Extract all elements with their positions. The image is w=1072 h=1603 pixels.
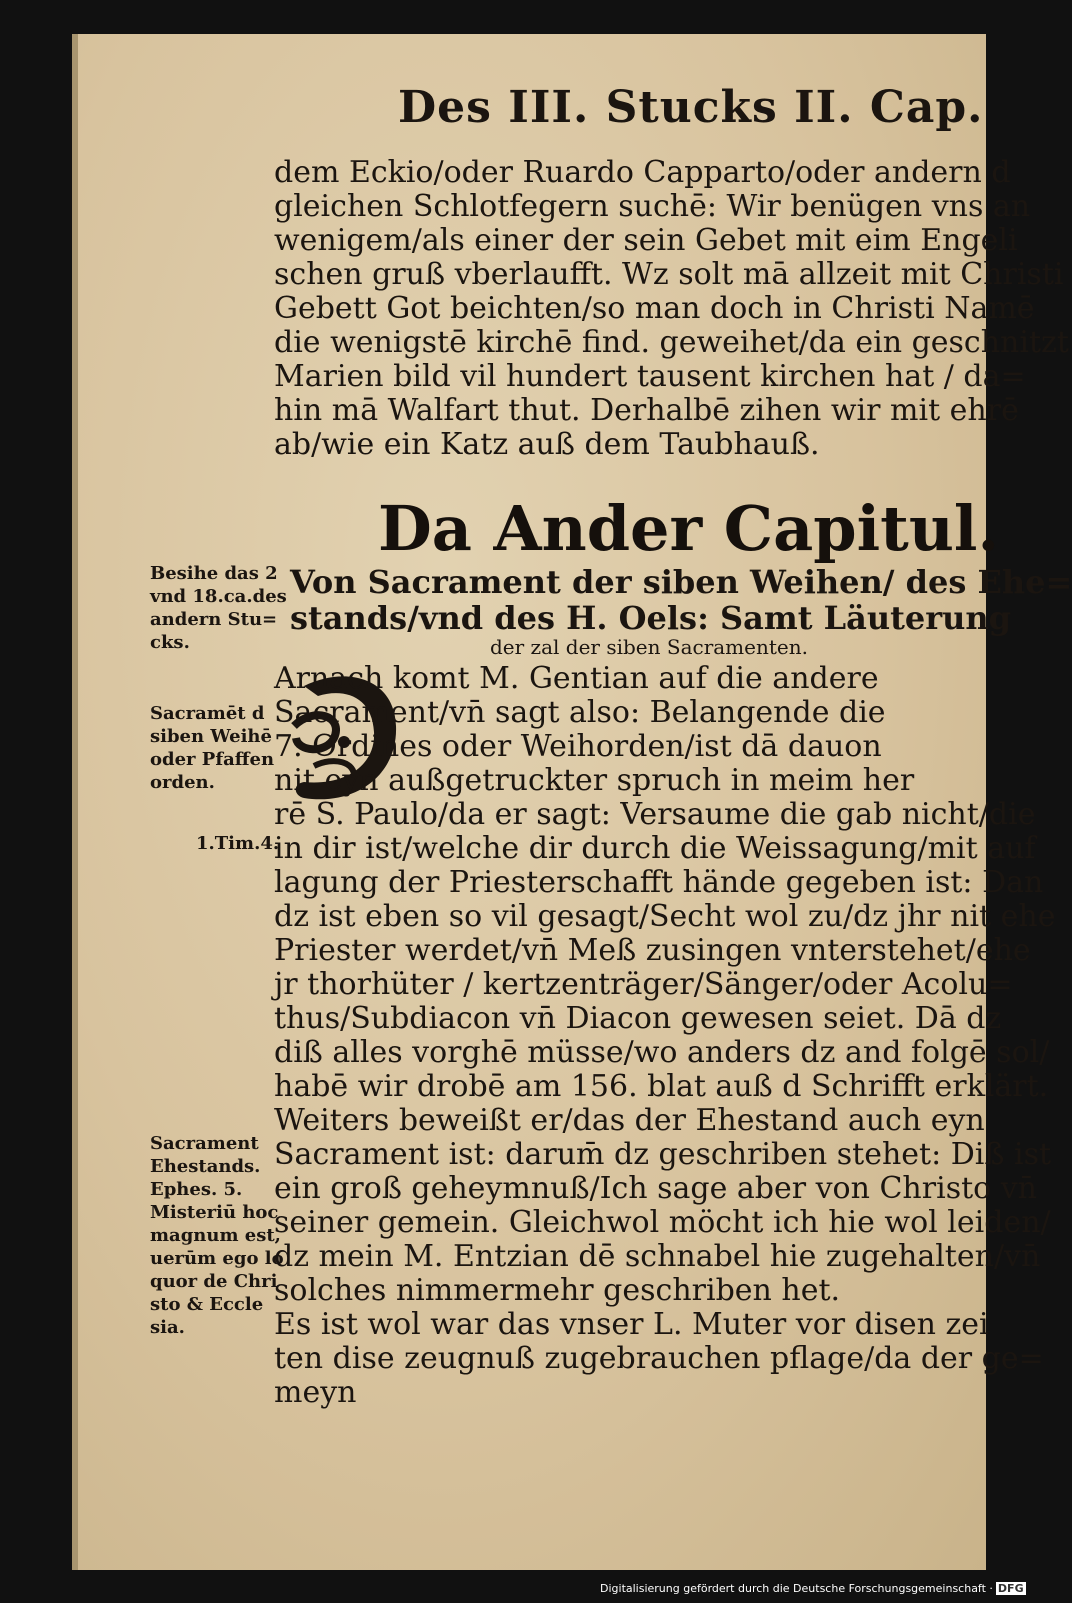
text-line: dz mein M. Entzian dē schnabel hie zugehalten/vn̄ xyxy=(274,1239,1041,1274)
margin-note-line: siben Weihē xyxy=(150,726,272,747)
margin-note-line: Misteriū hoc xyxy=(150,1202,279,1223)
text-line: Sacrament ist: darum̄ dz geschriben stehet: Diß ist xyxy=(274,1137,1052,1172)
text-line: hin mā Walfart thut. Derhalbē zihen wir mit ehrē xyxy=(274,393,1019,428)
text-line: Arnach komt M. Gentian auf die andere xyxy=(274,661,879,696)
text-line: 7. Ordines oder Weihorden/ist dā dauon xyxy=(274,729,882,764)
text-line: dem Eckio/oder Ruardo Capparto/oder andern d xyxy=(274,155,1011,190)
margin-note-line: orden. xyxy=(150,772,215,793)
subtitle-line: Von Sacrament der siben Weihen/ des Ehe= xyxy=(290,563,1072,601)
text-line: Priester werdet/vn̄ Meß zusingen vnterstehet/ehe xyxy=(274,933,1031,968)
margin-note-line: Besihe das 2 xyxy=(150,563,278,584)
text-line: wenigem/als einer der sein Gebet mit eim Engeli xyxy=(274,223,1018,258)
text-line: seiner gemein. Gleichwol möcht ich hie wol leiden/ xyxy=(274,1205,1051,1240)
text-block-1 xyxy=(274,155,1069,462)
margin-note-line: Sacrament xyxy=(150,1133,259,1154)
chapter-title: Da Ander Capitul. xyxy=(378,492,1000,565)
text-line: Marien bild vil hundert tausent kirchen hat / da= xyxy=(274,359,1026,394)
margin-note-ehestand xyxy=(150,1132,290,1339)
subtitle-small: der zal der siben Sacramenten. xyxy=(490,635,808,659)
text-line: Es ist wol war das vnser L. Muter vor disen zei xyxy=(274,1307,989,1342)
text-line: die wenigstē kirchē find. geweihet/da ein geschnitzt xyxy=(274,325,1069,360)
margin-note-line: vnd 18.ca.des xyxy=(150,586,287,607)
text-line: nit eyn außgetruckter spruch in meim her xyxy=(274,763,915,798)
margin-note-besihe xyxy=(150,562,290,654)
text-line: lagung der Priesterschafft hände gegeben ist: Dan xyxy=(274,865,1044,900)
text-line: gleichen Schlotfegern suchē: Wir benügen vns an xyxy=(274,189,1031,224)
text-line: thus/Subdiacon vn̄ Diacon gewesen seiet. Dā dz xyxy=(274,1001,1002,1036)
document-page xyxy=(72,34,1072,1570)
text-line: jr thorhüter / kertzenträger/Sänger/oder Acolu= xyxy=(274,967,1013,1002)
text-line: in dir ist/welche dir durch die Weissagung/mit auf xyxy=(274,831,1036,866)
subtitle-line: stands/vnd des H. Oels: Samt Läuterung xyxy=(290,599,1012,637)
text-line: meyn xyxy=(274,1375,357,1410)
footer-text: Digitalisierung gefördert durch die Deutsche Forschungsgemeinschaft · xyxy=(600,1582,993,1595)
margin-note-sacrament-weihe xyxy=(150,702,290,794)
text-line: ten dise zeugnuß zugebrauchen pflage/da der ge= xyxy=(274,1341,1044,1376)
text-line: diß alles vorghē müsse/wo anders dz and folgē sol/ xyxy=(274,1035,1050,1070)
dfg-logo: DFG xyxy=(997,1582,1024,1595)
text-line: rē S. Paulo/da er sagt: Versaume die gab nicht/die xyxy=(274,797,1036,832)
margin-note-line: sto & Eccle xyxy=(150,1294,264,1315)
margin-note-line: cks. xyxy=(150,632,190,653)
text-block-2 xyxy=(274,661,1056,1410)
margin-note-line: magnum est, xyxy=(150,1225,281,1246)
text-line: schen gruß vberlaufft. Wz solt mā allzeit mit Christi xyxy=(274,257,1064,292)
margin-note-line: Ephes. 5. xyxy=(150,1179,243,1200)
text-line: ein groß geheymnuß/Ich sage aber von Christo vn̄ xyxy=(274,1171,1038,1206)
text-line: solches nimmermehr geschriben het. xyxy=(274,1273,841,1308)
running-header: Des III. Stucks II. Cap. xyxy=(398,82,984,133)
margin-note-line: 1.Tim.4. xyxy=(196,833,280,854)
text-line: habē wir drobē am 156. blat auß d Schrifft erklärt. xyxy=(274,1069,1049,1104)
text-line: ab/wie ein Katz auß dem Taubhauß. xyxy=(274,427,820,462)
chapter-subtitle xyxy=(290,563,1072,659)
margin-note-line: sia. xyxy=(150,1317,185,1338)
text-line: dz ist eben so vil gesagt/Secht wol zu/dz jhr nit ehe xyxy=(274,899,1056,934)
margin-note-line: Ehestands. xyxy=(150,1156,261,1177)
text-line: Weiters beweißt er/das der Ehestand auch eyn xyxy=(274,1103,985,1138)
margin-note-tim xyxy=(196,832,336,855)
margin-note-line: Sacramēt d xyxy=(150,703,265,724)
text-line: Sacrament/vn̄ sagt also: Belangende die xyxy=(274,695,886,730)
margin-note-line: uerūm ego lo xyxy=(150,1248,284,1269)
margin-note-line: oder Pfaffen xyxy=(150,749,275,770)
text-line: Gebett Got beichten/so man doch in Christi Namē xyxy=(274,291,1035,326)
footer-credit xyxy=(600,1582,1024,1600)
margin-note-line: quor de Chri xyxy=(150,1271,278,1292)
margin-note-line: andern Stu= xyxy=(150,609,278,630)
